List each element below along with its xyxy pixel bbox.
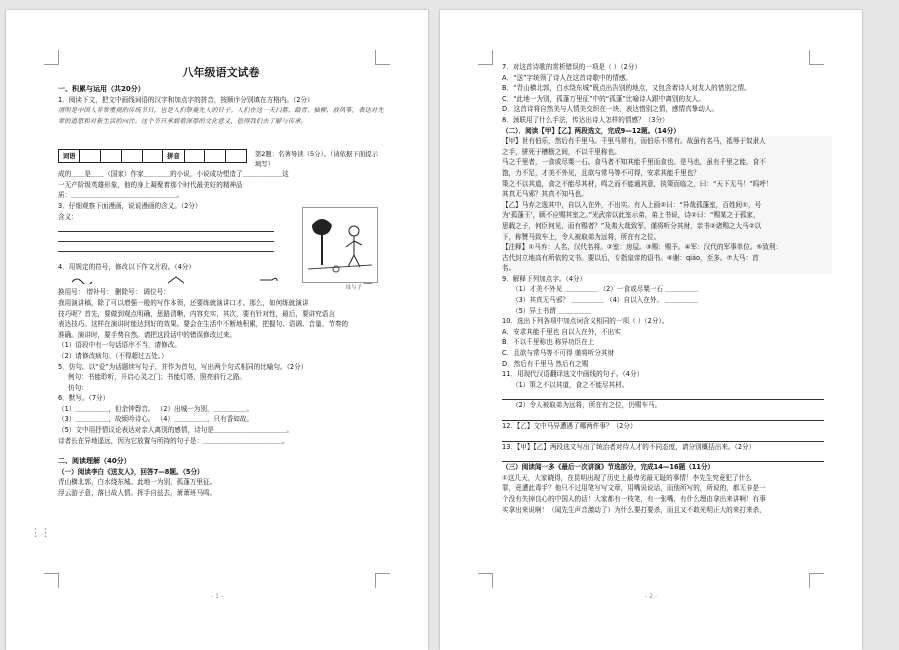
question-10: 10．选出下列各项中加点词含义相同的一项（ ）（2分）。 bbox=[502, 317, 669, 326]
annotation-line: 古代封立地高有所依的文书。要以后，专指皇帝的诏书。⑥谢：qiáo，至多。⑦大马：首 bbox=[502, 253, 832, 264]
option-c: C．且欲与常马等不可得 谨将听分其财 bbox=[502, 349, 615, 358]
classical-text-line: 为‘孤蓬王’，顾不应赐其室之。”光武帝以此室示弟，弟上书说，诗②曰：“赐某之于孤家， bbox=[502, 210, 832, 221]
classical-text-line: 之手，骈死于槽枥之间，不以千里称也。 bbox=[502, 147, 832, 158]
essay-passage-line: 表达技巧。这样在演讲时能达到好的效果。要会在生活中不断地积累，把握句、语调、音量、节奏的 bbox=[58, 320, 349, 329]
question-4: 4．用规定的符号，修改以下作文片段。（4分） bbox=[58, 263, 195, 272]
margin-mark-bottom-right bbox=[375, 573, 390, 588]
question-2: 第2题：名著导读（5分）。（请依据下面提示填写） bbox=[254, 150, 378, 169]
option-d: D．这首诗将自然美与人情美交织在一块，表达惜别之情，感情真挚动人。 bbox=[502, 105, 719, 114]
speech-text-line: ①这几天，大家晓得，在昆明出现了历史上最卑劣最无耻的事情！李先生究竟犯了什么 bbox=[502, 473, 752, 482]
answer-grid bbox=[58, 149, 247, 163]
option-a: A．安求其能千里也 自以入在外，不出实 bbox=[502, 327, 621, 336]
swap-mark-icon bbox=[68, 275, 93, 286]
drag-handle-icon[interactable]: ⋮⋮ bbox=[30, 526, 50, 539]
subsection-heading: （二）．阅读【甲】【乙】两段选文，完成9—12题。（14分） bbox=[502, 126, 680, 135]
annotation-line: 【注释】①马弃：人名，汉代名将。②室：房屋。③赐：赐予。④军：汉代的军事单位。⑤致利： bbox=[502, 242, 832, 253]
page-number: - 1 - bbox=[211, 593, 223, 600]
classical-text-line: 【乙】马弃之逸其中，自以入在外，不出实。有人上画②曰：“异哉孤蓬室，百姓间①，号 bbox=[502, 200, 832, 211]
grid-cell[interactable] bbox=[80, 150, 101, 163]
question-11: 11．用现代汉语翻译选文中画线的句子。（4分） bbox=[502, 370, 644, 379]
answer-line[interactable] bbox=[502, 390, 824, 400]
question-8: 8．颈联用了什么手法，传达出诗人怎样的情感？（3分） bbox=[502, 115, 669, 124]
recitation-line: 诗者长在异地遥远，因为它放置与所持的句子是：＿＿＿＿＿＿＿＿＿＿＿＿。 bbox=[58, 436, 289, 445]
page-number: - 2 - bbox=[645, 593, 657, 600]
question-7: 7．对这首诗歌的赏析错误的一项是（ ）（2分） bbox=[502, 63, 642, 71]
mark-labels: 换用号： 增补号： 删除号： 调位号： bbox=[58, 288, 170, 297]
subsection-heading: （一）阅读李白《送友人》，回答7—8题。（5分） bbox=[58, 467, 204, 476]
answer-line[interactable] bbox=[502, 452, 824, 462]
question-5: 5．仿句。以“爱”为话题续写句子，并作为首句，写出两个句式相同的比喻句。（2分） bbox=[58, 362, 308, 371]
recitation-line: （1）＿＿＿＿＿，但余钟磬音。 （2）出城一为别，＿＿＿＿＿。 bbox=[58, 404, 254, 413]
margin-mark-bottom-left bbox=[478, 573, 493, 588]
subsection-heading: （三）阅读闻一多《最后一次讲演》节选部分，完成14—16题（11分） bbox=[502, 463, 715, 472]
question-12: 12．【乙】文中马异遭遇了哪两件事？（2分） bbox=[502, 422, 637, 430]
text-line: 成的＿＿是＿＿（国家）作家＿＿＿＿的小说，小说成功塑造了＿＿＿＿＿＿这 bbox=[58, 170, 289, 179]
option-c: C．“此地一为别，孤蓬万里征”中的“孤蓬”比喻诗人跟中离别的友人。 bbox=[502, 94, 705, 103]
answer-line[interactable] bbox=[58, 222, 274, 232]
page-1-content bbox=[58, 60, 384, 499]
sub-question: （3）其真无马邪？ ＿＿＿＿＿ （4）自以入在外。 ＿＿＿＿＿ bbox=[512, 296, 699, 305]
sub-question: （1）语段中有一句话语序不当，请修改。 bbox=[58, 341, 181, 350]
poem-line: 浮云游子意，落日故人情。挥手自兹去，萧萧班马鸣。 bbox=[58, 489, 217, 498]
cartoon-illustration bbox=[302, 207, 378, 283]
classical-text-line: 下，称赞马致车上，令人被取弟为远将，所在有之位。 bbox=[502, 232, 832, 243]
grid-cell[interactable] bbox=[205, 150, 226, 163]
question-6: 6．默写。（7分） bbox=[58, 394, 110, 403]
classical-text-line: 【甲】世有伯乐，然后有千里马。千里马常有，而伯乐不常有。故虽有名马，祗辱于奴隶人 bbox=[502, 136, 832, 147]
section-heading: 二、阅读理解（40分） bbox=[58, 457, 131, 466]
question-13: 13．【甲】【乙】两段选文写出了统治者对待人才的不同态度，请分别概括出来。（2分） bbox=[502, 442, 756, 451]
margin-mark-bottom-left bbox=[44, 573, 59, 588]
grid-cell[interactable] bbox=[101, 150, 122, 163]
answer-label: 含义： bbox=[58, 212, 78, 221]
imitation-label: 仿句： bbox=[68, 383, 88, 392]
figure-caption: 母与子 bbox=[345, 284, 362, 291]
speech-text-line: 个没有失掉良心的中国人的话！大家都有一枝笔，有一张嘴，有什么理由拿出来讲啊！有事 bbox=[502, 494, 766, 503]
recitation-line: （5）文中用抒情议论表达对亲人离别的感情，诗句是＿＿＿＿＿＿＿＿＿＿＿。 bbox=[58, 426, 293, 435]
recitation-line: （3）＿＿＿＿＿，故烦吟诗心。 （4）＿＿＿＿＿，只有香如故。 bbox=[58, 415, 254, 424]
classical-text-line: 其真无马邪？其真不知马也。 bbox=[502, 189, 832, 200]
option-d: D．然后有千里马 然后有之赐 bbox=[502, 359, 589, 368]
reading-passage: 清明是中国人非常重视的传统节日，也是人们祭奠先人的日子。人们在这一天扫墓、踏青、插柳、放风筝，表达对先辈的追思和对新生活的向往。这个节日承载着深厚的文化意义，值得我们去了解与传承。 bbox=[58, 107, 384, 126]
grid-cell[interactable] bbox=[121, 150, 142, 163]
question-3: 3．仔细观察下面漫画，说说漫画的含义。（2分） bbox=[58, 201, 202, 210]
grid-cell[interactable] bbox=[184, 150, 205, 163]
sub-question: （5）异上书谓 ＿＿＿＿＿ bbox=[512, 306, 591, 315]
question-9: 9．解释下列加点字。（4分） bbox=[502, 274, 587, 283]
insert-mark-icon bbox=[162, 275, 187, 286]
answer-line[interactable] bbox=[502, 432, 824, 442]
sub-question: （1）策之不以其道，食之不能尽其材。 bbox=[512, 380, 629, 389]
margin-mark-top-left bbox=[478, 50, 493, 65]
answer-grid-row bbox=[58, 149, 384, 169]
classical-text-line: 饱，力不足，才美不外见，且欲与常马等不可得，安求其能千里也？ bbox=[502, 168, 832, 179]
answer-line[interactable] bbox=[58, 232, 274, 242]
speech-text-line: 罪，竟遭此毒手？他只不过用笔写写文章，用嘴说说话，而他所写的，所说的，都无非是一 bbox=[502, 484, 766, 493]
grid-label-words: 词语 bbox=[59, 150, 80, 163]
sub-question: （1）才美不外见 ＿＿＿＿＿ （2）一食或尽粟一石 ＿＿＿＿＿ bbox=[512, 285, 699, 294]
classical-text-line: 马之千里者，一食或尽粟一石。食马者不知其能千里而食也。是马也，虽有千里之能，食不 bbox=[502, 157, 832, 168]
margin-mark-bottom-right bbox=[809, 573, 824, 588]
answer-line[interactable] bbox=[58, 242, 274, 252]
question-1: 1．阅读下文，把文中画线词语的汉字和加点字的拼音，按顺序分别填在方格内。（2分） bbox=[58, 95, 314, 104]
option-b: B．不以千里称也 称异功臣在上 bbox=[502, 338, 595, 347]
essay-passage-line: 我用演讲稿，除了可以增强一般的写作本领，还要练就演讲口才。那么，如何练就演讲 bbox=[58, 298, 309, 307]
option-a: A．“送”字统领了诗人在这首诗歌中的情感。 bbox=[502, 73, 633, 82]
text-line: 质：＿＿＿＿＿＿＿＿＿＿＿＿＿＿＿＿。 bbox=[58, 191, 184, 200]
grid-cell[interactable] bbox=[226, 150, 247, 163]
exam-title: 八年级语文试卷 bbox=[182, 66, 260, 79]
page-1 bbox=[6, 10, 428, 650]
text-line: 一无产阶级英雄形象，他的身上凝聚着那个时代最美好的精神品 bbox=[58, 180, 243, 189]
sub-question: （2）令人被取弟为远将，所在有之位，仍赐车马。 bbox=[512, 401, 662, 410]
classical-text-line: 思载之子，何臣何见，而有赐者？”及弗大哉致军，谨将听分其财，亲书②诸赐之大马②以 bbox=[502, 221, 832, 232]
grid-cell[interactable] bbox=[142, 150, 163, 163]
margin-mark-top-left bbox=[44, 50, 59, 65]
poem-line: 青山横北郭，白水绕东城。此地一为别，孤蓬万里征。 bbox=[58, 478, 217, 487]
grid-label-pinyin: 拼音 bbox=[163, 150, 184, 163]
sub-question: （2）请修改病句。（不得超过五处。） bbox=[58, 351, 168, 360]
classical-text-line: 策之不以其道，食之不能尽其材，鸣之而不能通其意，执策而临之，曰：“天下无马！”呜呼！ bbox=[502, 179, 832, 190]
example-sentence: 例句：书能聆听，开启心灵之门；书能灯塔，照亮前行之路。 bbox=[68, 373, 247, 382]
page-2 bbox=[440, 10, 862, 650]
annotation-line: 名。 bbox=[502, 263, 832, 274]
page-2-content bbox=[502, 62, 832, 515]
speech-text-line: 实拿出来说啊！（闻先生声音激动了）为什么要打要杀，而且又不敢光明正大的来打来杀， bbox=[502, 505, 766, 514]
answer-line[interactable] bbox=[502, 411, 824, 421]
delete-mark-icon bbox=[255, 275, 280, 286]
option-b: B．“青山横北郭，白水绕东城”既点出告别的地点，又包含着诗人对友人的惜别之情。 bbox=[502, 84, 751, 93]
essay-passage-line: 准确。演讲时，要手势自然。请把这段话中的错误修改过来。 bbox=[58, 330, 237, 339]
section-heading: 一、积累与运用（共20分） bbox=[58, 85, 145, 93]
essay-passage-line: 技巧呢？首先，要做到观点明确，思路清晰，内容充实，其次，要有针对性，最后，要讲究语言 bbox=[58, 309, 335, 318]
